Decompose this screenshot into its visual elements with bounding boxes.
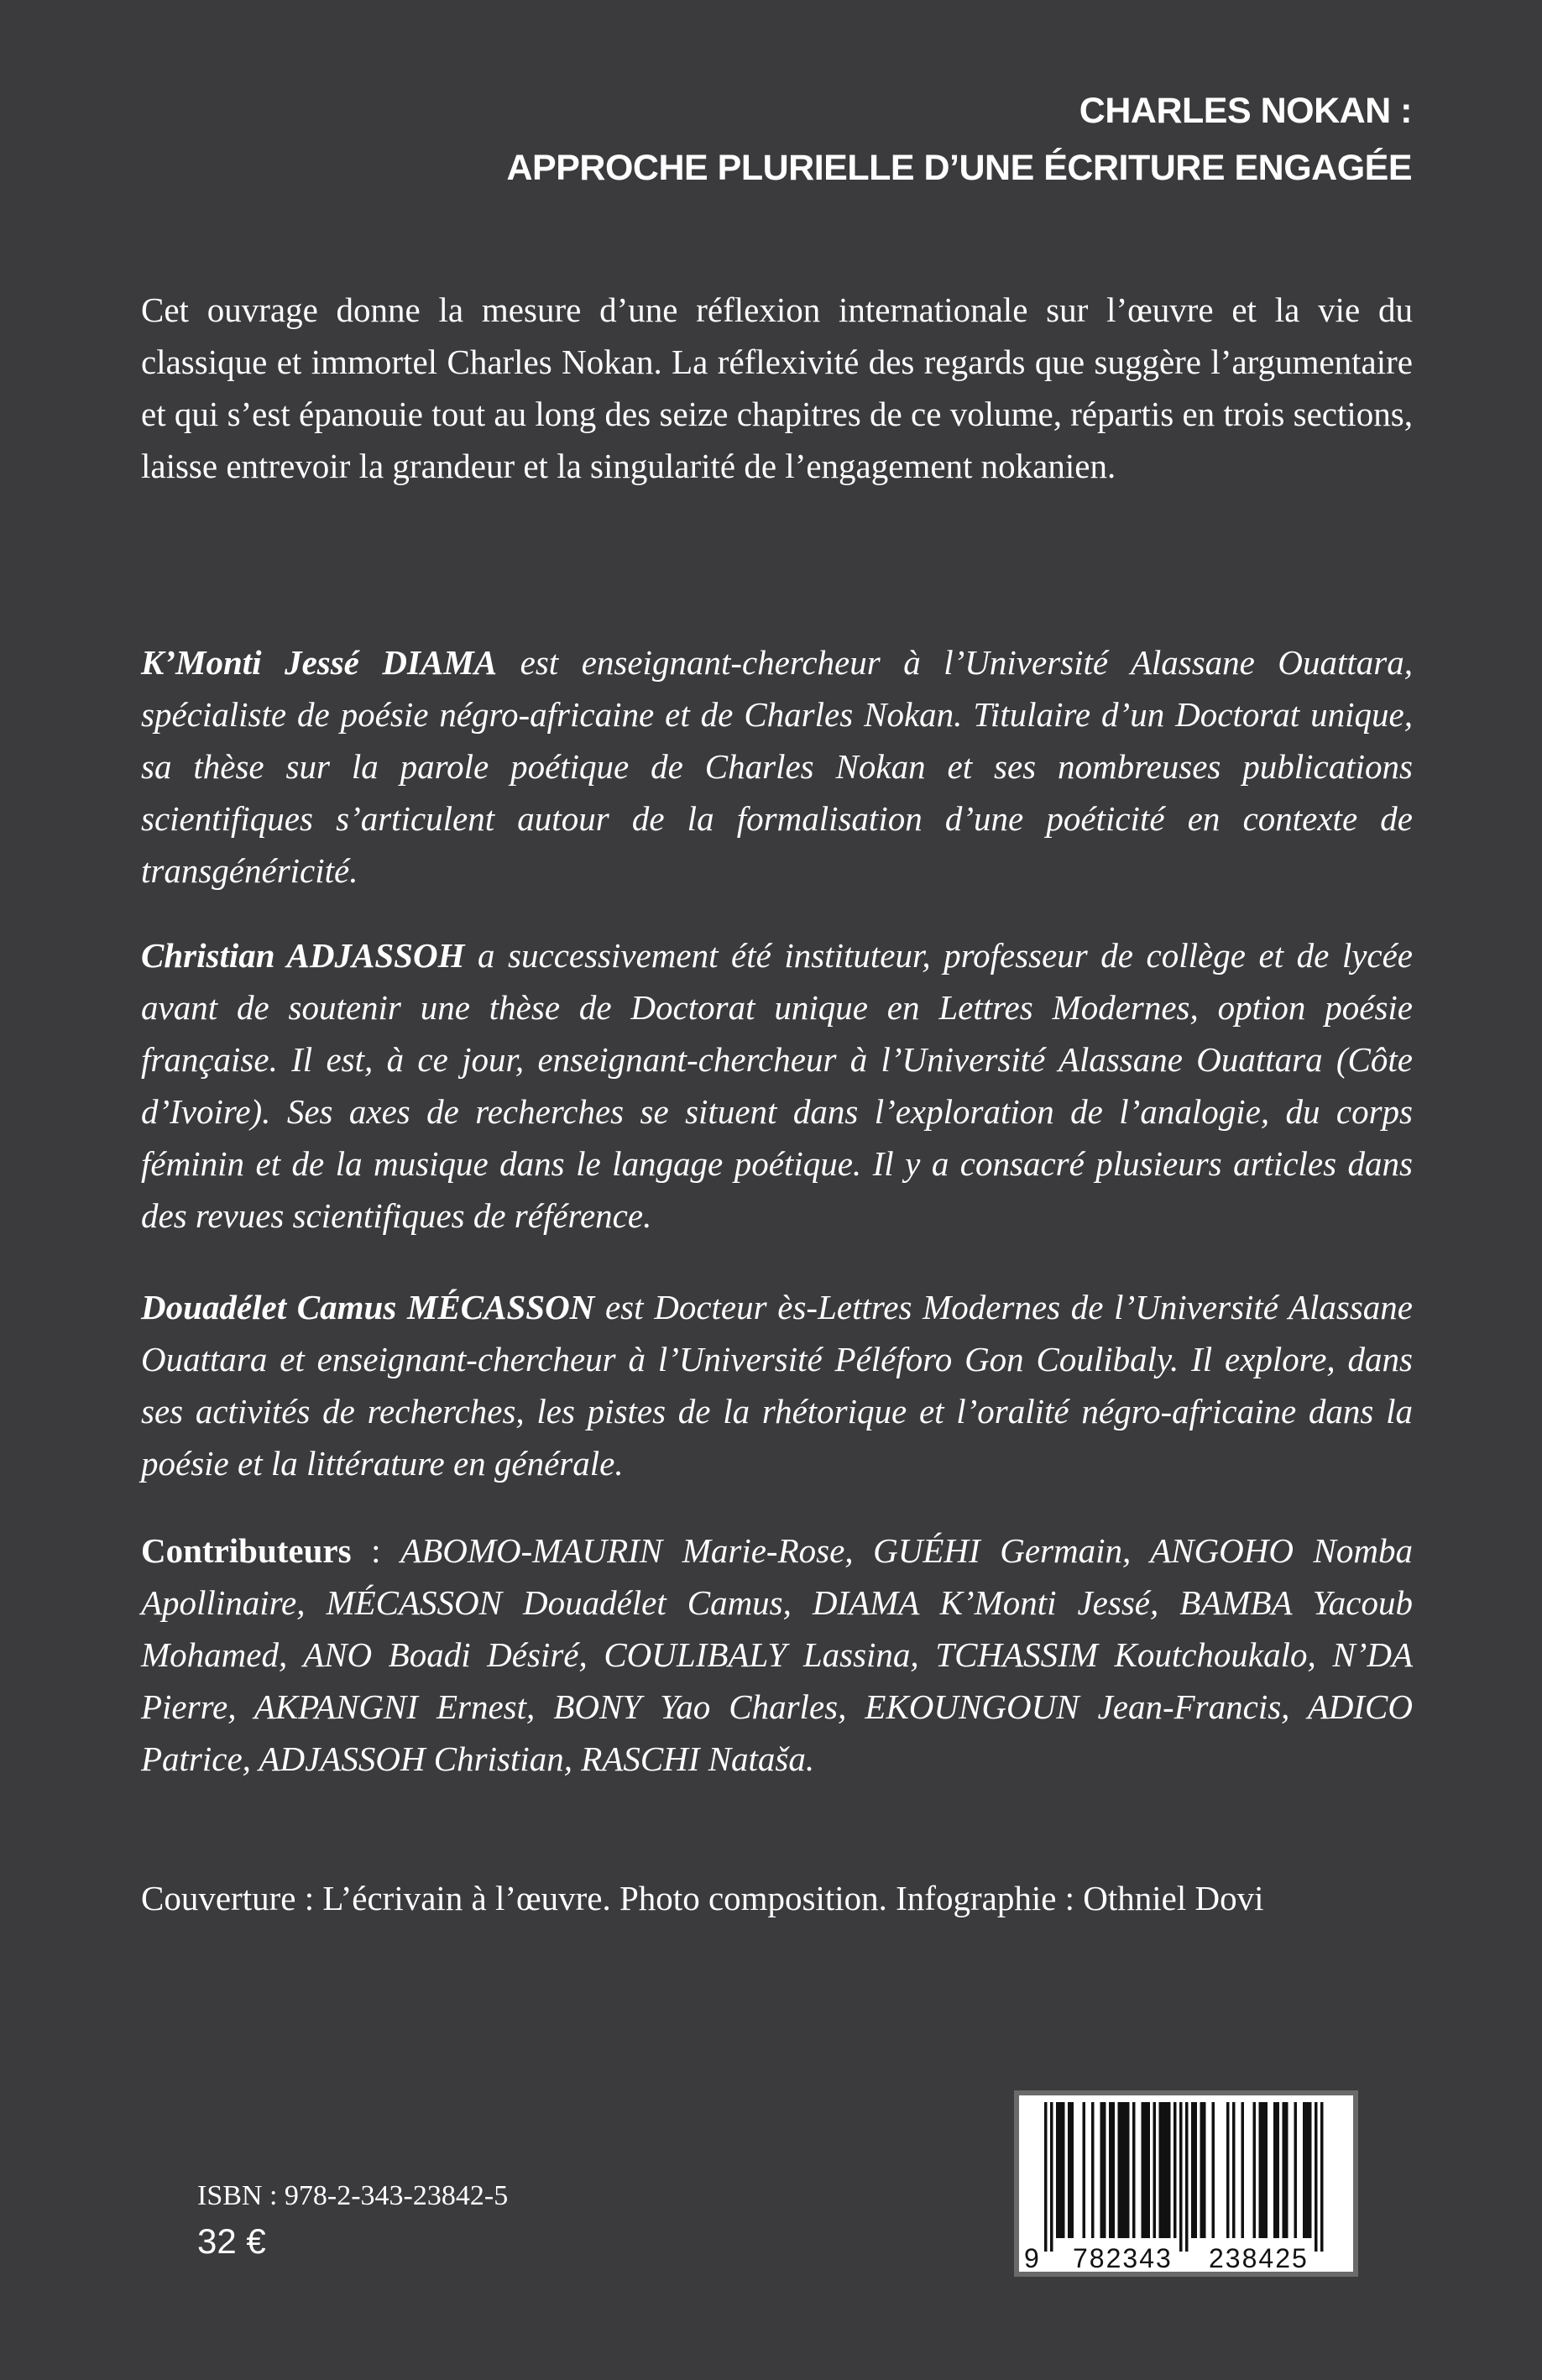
- barcode-bar: [1226, 2102, 1230, 2238]
- contributors-paragraph: [141, 1525, 1413, 1785]
- barcode-bar: [1212, 2102, 1215, 2238]
- author-bio-text-diama: est enseignant-chercheur à l’Université Alassane Ouattara, spécialiste de poésie négro-africaine et de Charles Nokan. Titulaire d’un Doctorat unique, sa thèse sur la parole poétique de Charles Nokan et ses nombreuses publications scientifiques s’articulent autour de la formalisation d’une poéticité en contexte de transgénéricité.: [141, 643, 1413, 890]
- barcode-bar: [1168, 2102, 1171, 2238]
- barcode-group-left: 782343: [1073, 2243, 1173, 2273]
- barcode-bar: [1109, 2102, 1112, 2238]
- barcode-bar: [1273, 2102, 1277, 2238]
- barcode-bar: [1262, 2102, 1265, 2238]
- barcode-bar: [1303, 2102, 1306, 2238]
- author-bio-text-adjassoh: a successivement été instituteur, professeur de collège et de lycée avant de soutenir une thèse de Doctorat unique en Lettres Modernes, option poésie française. Il est, à ce jour, enseignant-chercheur à l’Université Alassane Ouattara (Côte d’Ivoire). Ses axes de recherches se situent dans l’exploration de l’analogie, du corps féminin et de la musique dans le langage poétique. Il y a consacré plusieurs articles dans des revues scientifiques de référence.: [141, 936, 1413, 1235]
- barcode-bar: [1144, 2102, 1147, 2238]
- author-name-adjassoh: Christian ADJASSOH: [141, 936, 465, 975]
- book-title-line-1: CHARLES NOKAN :: [1079, 91, 1412, 131]
- barcode-bar: [1068, 2102, 1071, 2238]
- barcode-bar: [1285, 2102, 1288, 2238]
- barcode-bar: [1059, 2102, 1063, 2238]
- barcode-bar: [1306, 2102, 1309, 2238]
- contributors-list: ABOMO-MAURIN Marie-Rose, GUÉHI Germain, ANGOHO Nomba Apollinaire, MÉCASSON Douadélet Camus, DIAMA K’Monti Jessé, BAMBA Yacoub Mohamed, ANO Boadi Désiré, COULIBALY Lassina, TCHASSIM Koutchoukalo, N’DA Pierre, AKPANGNI Ernest, BONY Yao Charles, EKOUNGOUN Jean-Francis, ADICO Patrice, ADJASSOH Christian, RASCHI Nataša.: [141, 1531, 1413, 1778]
- barcode-bar: [1124, 2102, 1127, 2238]
- author-bio-diama: [141, 636, 1413, 897]
- barcode-bar: [1191, 2102, 1194, 2238]
- barcode-bar: [1050, 2102, 1053, 2252]
- author-bio-text-mecasson: est Docteur ès-Lettres Modernes de l’Université Alassane Ouattara et enseignant-chercheur à l’Université Péléforo Gon Coulibaly. Il explore, dans ses activités de recherches, les pistes de la rhétorique et l’oralité négro-africaine dans la poésie et la littérature en générale.: [141, 1288, 1413, 1483]
- barcode-bar: [1112, 2102, 1116, 2238]
- barcode-bar: [1044, 2102, 1048, 2252]
- barcode-group-right: 238425: [1209, 2243, 1309, 2273]
- barcode-bar: [1132, 2102, 1136, 2238]
- barcode-bar: [1265, 2102, 1268, 2238]
- barcode-bar: [1320, 2102, 1324, 2252]
- contributors-label: Contributeurs: [141, 1531, 352, 1570]
- price-label: 32 €: [197, 2221, 266, 2261]
- barcode-bar: [1126, 2102, 1130, 2238]
- book-title: [507, 82, 1413, 196]
- barcode-bar: [1103, 2102, 1106, 2238]
- cover-credit: Couverture : L’écrivain à l’œuvre. Photo composition. Infographie : Othniel Dovi: [141, 1879, 1264, 1917]
- barcode-bar: [1200, 2102, 1204, 2238]
- barcode-bar: [1203, 2102, 1206, 2238]
- barcode-bar: [1232, 2102, 1236, 2238]
- isbn-label: ISBN : 978-2-343-23842-5: [197, 2180, 509, 2211]
- barcode-bar: [1091, 2102, 1095, 2238]
- barcode-bar: [1283, 2102, 1286, 2238]
- barcode-bar: [1185, 2102, 1189, 2252]
- barcode-bar: [1083, 2102, 1086, 2238]
- barcode-bar: [1194, 2102, 1198, 2238]
- barcode-bar: [1253, 2102, 1257, 2238]
- barcode-bar: [1309, 2102, 1312, 2238]
- barcode-bar: [1118, 2102, 1121, 2238]
- barcode: [1014, 2090, 1358, 2277]
- barcode-bar: [1071, 2102, 1074, 2238]
- barcode-bar: [1173, 2102, 1177, 2238]
- barcode-bar: [1153, 2102, 1157, 2238]
- barcode-digit-first: 9: [1024, 2243, 1039, 2273]
- barcode-bar: [1259, 2102, 1262, 2238]
- barcode-bar: [1277, 2102, 1280, 2238]
- barcode-bar: [1165, 2102, 1168, 2238]
- barcode-bar: [1062, 2102, 1065, 2238]
- author-name-diama: K’Monti Jessé DIAMA: [141, 643, 498, 682]
- contributors-separator: :: [351, 1531, 401, 1570]
- author-name-mecasson: Douadélet Camus MÉCASSON: [141, 1288, 595, 1326]
- barcode-bar: [1315, 2102, 1318, 2252]
- barcode-bar: [1179, 2102, 1183, 2252]
- barcode-digits: [1019, 2241, 1353, 2275]
- barcode-bar: [1159, 2102, 1163, 2238]
- intro-paragraph: Cet ouvrage donne la mesure d’une réflexion internationale sur l’œuvre et la vie du classique et immortel Charles Nokan. La réflexivité des regards que suggère l’argumentaire et qui s’est épanouie tout au long des seize chapitres de ce volume, répartis en trois sections, laisse entrevoir la grandeur et la singularité de l’engagement nokanien.: [141, 290, 1413, 485]
- author-bio-mecasson: [141, 1281, 1413, 1489]
- barcode-bar: [1056, 2102, 1059, 2238]
- barcode-bar: [1162, 2102, 1165, 2238]
- book-title-line-2: APPROCHE PLURIELLE D’UNE ÉCRITURE ENGAGÉE: [506, 148, 1412, 188]
- author-bio-adjassoh: [141, 929, 1413, 1242]
- barcode-bar: [1294, 2102, 1298, 2238]
- barcode-bar: [1241, 2102, 1245, 2238]
- barcode-bar: [1121, 2102, 1124, 2238]
- barcode-bar: [1142, 2102, 1145, 2238]
- barcode-bar: [1100, 2102, 1104, 2238]
- barcode-bar: [1147, 2102, 1151, 2238]
